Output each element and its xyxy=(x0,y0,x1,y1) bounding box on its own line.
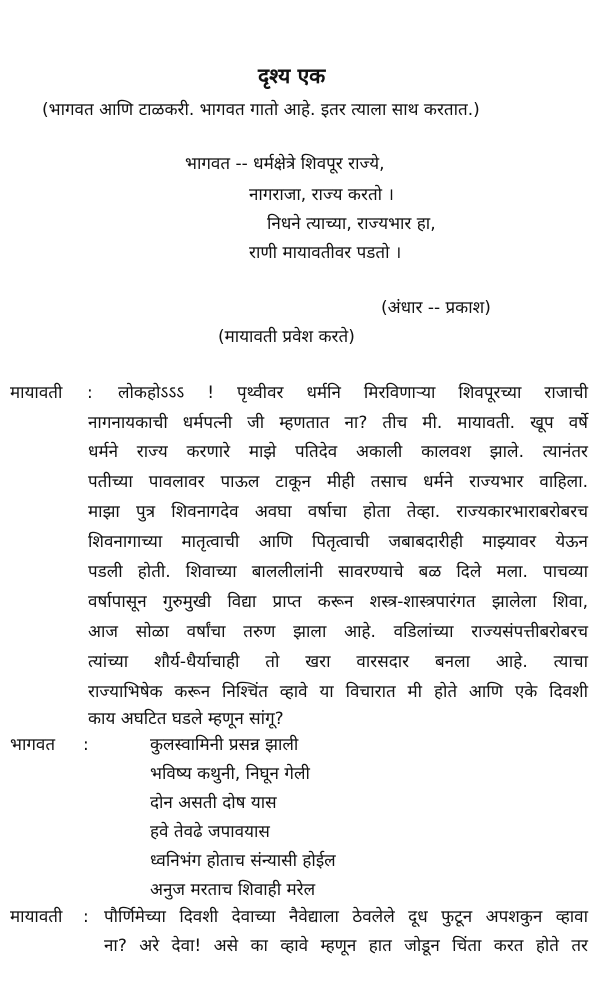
dialogue-line: राज्याभिषेक करून निश्चिंत व्हावे या विचारात मी होते आणि एके दिवशी xyxy=(88,682,588,702)
verse-line: दोन असती दोष यास xyxy=(150,793,277,813)
dialogue-line: आज सोळा वर्षांचा तरुण झाला आहे. वडिलांच्या राज्यसंपत्तीबरोबरच xyxy=(88,622,588,642)
dialogue-line: ना? अरे देवा! असे का व्हावे म्हणून हात जोडून चिंता करत होते तर xyxy=(104,936,588,956)
dialogue-line: वर्षापासून गुरुमुखी विद्या प्राप्त करून शस्त्र-शास्त्रपारंगत झालेला शिवा, xyxy=(88,592,588,612)
song-line-1: भागवत -- धर्मक्षेत्रे शिवपूर राज्ये, xyxy=(185,154,385,174)
speaker-colon: : xyxy=(83,907,89,927)
verse-line: अनुज मरताच शिवाही मरेल xyxy=(150,880,316,900)
verse-line: ध्वनिभंग होताच संन्यासी होईल xyxy=(150,851,336,871)
speaker-colon: : xyxy=(87,383,93,403)
scene-title: दृश्य एक xyxy=(258,64,326,88)
dialogue-line: पतीच्या पावलावर पाऊल टाकून मीही तसाच धर्मने राज्यभार वाहिला. xyxy=(88,472,588,492)
dialogue-line: शिवनागाच्या मातृत्वाची आणि पितृत्वाची जबाबदारीही माझ्यावर येऊन xyxy=(88,532,588,552)
speaker-name: भागवत xyxy=(10,735,56,755)
dialogue-line: लोकहोऽऽऽ ! पृथ्वीवर धर्मनि मिरविणाऱ्या शिवपूरच्या राजाची xyxy=(118,383,588,403)
verse-line: भविष्य कथुनी, निघून गेली xyxy=(150,764,310,784)
cue-darkness-light: (अंधार -- प्रकाश) xyxy=(381,298,491,318)
dialogue-line: पडली होती. शिवाच्या बाललीलांनी सावरण्याचे बळ दिले मला. पाचव्या xyxy=(88,562,588,582)
cue-entry: (मायावती प्रवेश करते) xyxy=(218,327,355,347)
speaker-name: मायावती xyxy=(10,383,63,403)
verse-line: हवे तेवढे जपावयास xyxy=(150,822,270,842)
speaker-name: मायावती xyxy=(10,907,63,927)
dialogue-line: माझा पुत्र शिवनागदेव अवघा वर्षाचा होता तेव्हा. राज्यकारभाराबरोबरच xyxy=(88,502,588,522)
stage-direction: (भागवत आणि टाळकरी. भागवत गातो आहे. इतर त्याला साथ करतात.) xyxy=(42,100,480,120)
song-line-2: नागराजा, राज्य करतो । xyxy=(249,185,394,205)
dialogue-line: पौर्णिमेच्या दिवशी देवाच्या नैवेद्याला ठेवलेले दूध फुटून अपशकुन व्हावा xyxy=(104,907,588,927)
song-line-4: राणी मायावतीवर पडतो । xyxy=(249,243,402,263)
dialogue-line: धर्मने राज्य करणारे माझे पतिदेव अकाली कालवश झाले. त्यानंतर xyxy=(88,442,588,462)
song-line-3: निधने त्याच्या, राज्यभार हा, xyxy=(267,214,436,234)
speaker-colon: : xyxy=(83,735,89,755)
dialogue-line: त्यांच्या शौर्य-धैर्याचाही तो खरा वारसदार बनला आहे. त्याचा xyxy=(88,652,588,672)
dialogue-line: काय अघटित घडले म्हणून सांगू? xyxy=(88,709,284,729)
dialogue-line: नागनायकाची धर्मपत्नी जी म्हणतात ना? तीच मी. मायावती. खूप वर्षे xyxy=(88,413,588,433)
verse-line: कुलस्वामिनी प्रसन्न झाली xyxy=(150,735,299,755)
